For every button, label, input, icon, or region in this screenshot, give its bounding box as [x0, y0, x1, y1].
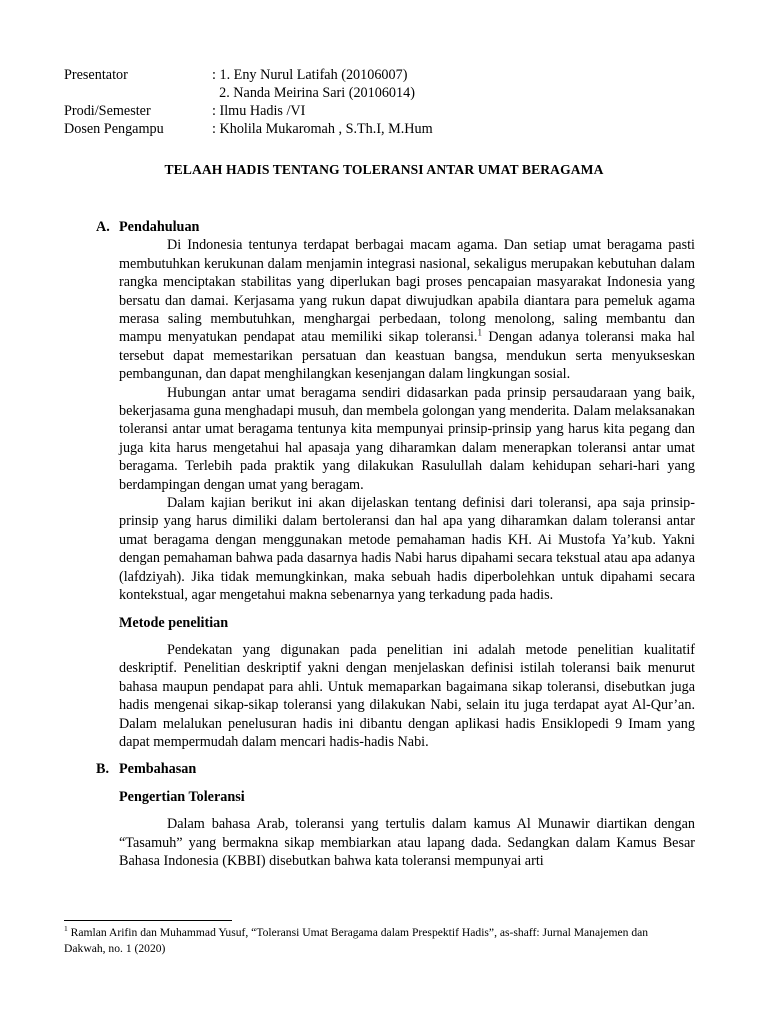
paragraph [119, 236, 695, 383]
paragraph: Pendekatan yang digunakan pada penelitian ini adalah metode penelitian kualitatif deskriptif. Penelitian deskriptif yakni dengan menjelaskan definisi istilah toleransi baik menurut bahasa maupun pendapat para ahli. Untuk memaparkan bagaimana sikap toleransi, disebutkan juga hadis mengenai sikap-sikap toleransi yang dilakukan Nabi, selain itu juga terdapat ayat Al-Qur’an. Dalam melalukan penelusuran hadis ini dibantu dengan aplikasi hadis Ensiklopedi 9 Imam yang dapat mempermudah dalam mencari hadis-hadis Nabi. [119, 641, 695, 750]
footnote-ref: 1 [477, 327, 482, 338]
meta-label: Dosen Pengampu [64, 121, 164, 137]
meta-value: 2. Nanda Meirina Sari (20106014) [212, 85, 415, 101]
paragraph: Dalam kajian berikut ini akan dijelaskan tentang definisi dari toleransi, apa saja prinsip-prinsip yang harus dimiliki dalam bertoleransi dan hal apa yang diharamkan dalam toleransi antar umat beragama dengan menggunakan metode pemahaman hadis KH. Ai Mustofa Ya’kub. Yakni dengan pemahaman bahwa pada dasarnya hadis Nabi harus dipahami secara tekstual atau apa adanya (lafdziyah). Jika tidak memungkinkan, maka sebuah hadis diperbolehkan untuk dipahami secara kontekstual, agar mengetahui makna sebenarnya yang terkadung pada hadis. [119, 495, 695, 604]
footnote-text: Ramlan Arifin dan Muhammad Yusuf, “Toleransi Umat Beragama dalam Prespektif Hadis”, as-shaff: Jurnal Manajemen dan Dakwah, no. 1 (2020) [64, 926, 649, 955]
meta-label: Prodi/Semester [64, 103, 151, 119]
paragraph-text: Dengan adanya toleransi maka hal tersebut dapat memestarikan persatuan dan keastuan bangsa, mendukun serta menyukseskan pembangunan, dan dapat menghilangkan kesenjangan dalam lingkungan sosial. [119, 329, 695, 383]
section-letter: B. [96, 761, 110, 778]
meta-value: : 1. Eny Nurul Latifah (20106007) [212, 67, 408, 83]
paragraph: Dalam bahasa Arab, toleransi yang tertulis dalam kamus Al Munawir diartikan dengan “Tasamuh” yang bermakna sikap membiarkan atau lapang dada. Sedangkan dalam Kamus Besar Bahasa Indonesia (KBBI) disebutkan bahwa kata toleransi mempunyai arti [119, 816, 695, 869]
paragraph: Hubungan antar umat beragama sendiri didasarkan pada prinsip persaudaraan yang baik, bekerjasama guna menghadapi musuh, dan membela golongan yang menderita. Dalam melaksanakan toleransi antar umat beragama tentunya kita mempunyai prinsip-prinsip yang harus kita pegang dan juga kita harus mengetahui hal apasaja yang diharamkan dalam menerapkan toleransi antar umat beragama. Terlebih pada praktik yang dilakukan Rasulullah dalam kehidupan sehari-hari yang berdampingan dengan umat yang beragam. [119, 384, 695, 493]
meta-label: Presentator [64, 67, 128, 83]
footnote [64, 925, 654, 956]
section-letter: A. [96, 219, 110, 235]
section-heading-pembahasan [96, 760, 695, 778]
document-body [96, 218, 695, 870]
section-heading-metode: Metode penelitian [119, 614, 229, 631]
section-title: Pembahasan [119, 761, 197, 778]
paragraph-text: Di Indonesia tentunya terdapat berbagai macam agama. Dan setiap umat beragama pasti membutuhkan kerukunan dalam menjamin integrasi nasional, sekaligus merupakan kebutuhan dalam rangka menciptakan stabilitas yang diperlukan bagi proses pencapaian masyarakat Indonesia yang bersatu dan damai. Kerjasama yang rukun dapat diwujudkan apabila diantara para pemeluk agama merasa saling membutuhkan, menghargai perbedaan, tolong menolong, saling membantu dan mampu menyatukan pendapat atau memiliki sikap toleransi. [119, 237, 695, 346]
footnote-number: 1 [64, 924, 68, 934]
document-title: TELAAH HADIS TENTANG TOLERANSI ANTAR UMAT BERAGAMA [164, 162, 604, 177]
section-title: Pendahuluan [119, 219, 200, 235]
section-heading-pendahuluan [96, 218, 695, 236]
meta-value: : Ilmu Hadis /VI [212, 103, 306, 119]
sub-heading-pengertian: Pengertian Toleransi [119, 788, 245, 805]
meta-value: : Kholila Mukaromah , S.Th.I, M.Hum [212, 121, 433, 137]
footnote-divider [64, 920, 232, 921]
